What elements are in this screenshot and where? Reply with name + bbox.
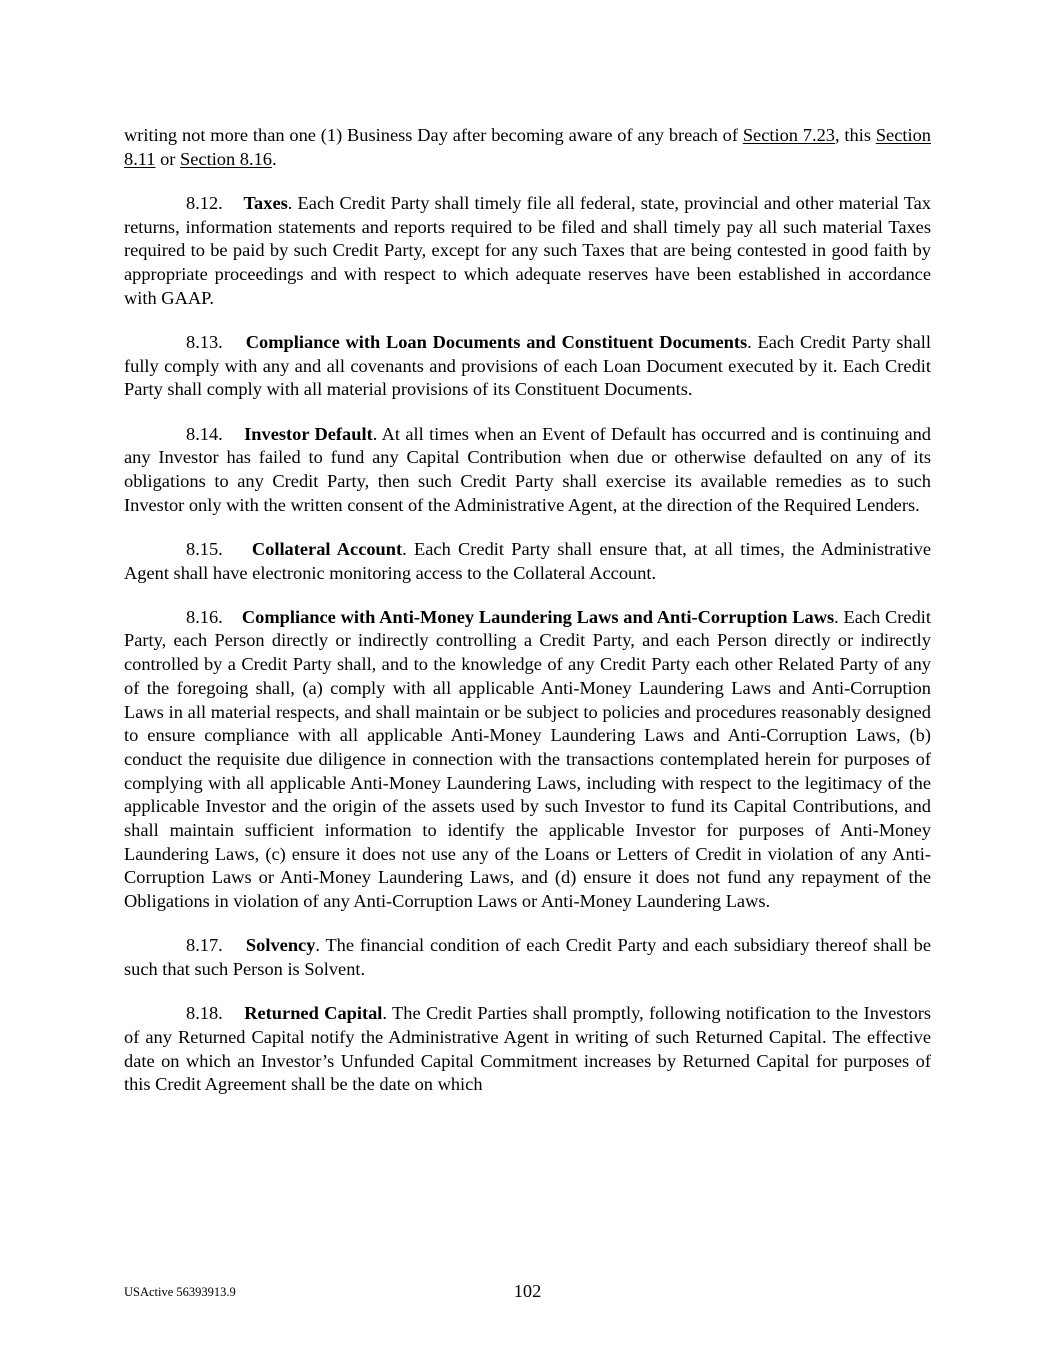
page-number: 102	[513, 1281, 542, 1301]
section-title: Returned Capital	[244, 1003, 383, 1024]
section-body: . Each Credit Party, each Person directly or indirectly controlling a Credit Party, and each Person directly or indirectly controlled by a Credit Party shall, and to the knowledge of any Credit Party each other Related Party of any of the foregoing shall, (a) comply with all applicable Anti-Money Laundering Laws and Anti-Corruption Laws in all material respects, and shall maintain or be subject to policies and procedures reasonably designed to ensure compliance with all applicable Anti-Money Laundering Laws and Anti-Corruption Laws, (b) conduct the requisite due diligence in connection with the transactions contemplated herein for purposes of complying with all applicable Anti-Money Laundering Laws, including with respect to the legitimacy of the applicable Investor and the origin of the assets used by such Investor to fund its Capital Contributions, and shall maintain sufficient information to identify the applicable Investor for purposes of Anti-Money Laundering Laws, (c) ensure it does not use any of the Loans or Letters of Credit in violation of any Anti-Corruption Laws or Anti-Money Laundering Laws, and (d) ensure it does not fund any repayment of the Obligations in violation of any Anti-Corruption Laws or Anti-Money Laundering Laws.	[124, 606, 932, 912]
continuation-text-before: writing not more than one (1) Business Day after becoming aware of any breach of	[124, 125, 743, 145]
document-body	[124, 124, 931, 1118]
section-body: . The financial condition of each Credit Party and each subsidiary thereof shall be such that such Person is Solvent.	[124, 935, 932, 980]
section-number: 8.13.	[186, 331, 223, 352]
section-paragraph	[124, 606, 931, 914]
section-title: Compliance with Loan Documents and Constituent Documents	[245, 331, 748, 352]
section-body: . The Credit Parties shall promptly, following notification to the Investors of any Returned Capital notify the Administrative Agent in writing of such Returned Capital. The effective date on which an Investor’s Unfunded Capital Commitment increases by Returned Capital for purposes of this Credit Agreement shall be the date on which	[124, 1003, 931, 1095]
section-reference-link: Section 8.16	[180, 148, 272, 169]
section-number: 8.15.	[186, 538, 223, 559]
section-paragraph	[124, 538, 931, 585]
continuation-paragraph	[124, 124, 931, 171]
section-title: Taxes	[243, 192, 288, 213]
section-number: 8.18.	[186, 1003, 223, 1024]
section-number: 8.17.	[186, 935, 223, 956]
section-title: Collateral Account	[251, 538, 403, 559]
section-number: 8.14.	[186, 423, 223, 444]
section-body: . Each Credit Party shall ensure that, at all times, the Administrative Agent shall have electronic monitoring access to the Collateral Account.	[124, 538, 931, 583]
section-paragraph	[124, 192, 931, 311]
section-paragraph	[124, 423, 931, 518]
section-reference-link: Section 8.11	[124, 125, 931, 169]
continuation-text-between: or	[155, 148, 181, 169]
section-number: 8.16.	[186, 606, 223, 627]
continuation-text-after: .	[271, 148, 277, 169]
section-body: . At all times when an Event of Default has occurred and is continuing and any Investor has failed to fund any Capital Contribution when due or otherwise defaulted on any of its obligations to any Credit Party, then such Credit Party shall exercise its available remedies as to such Investor only with the written consent of the Administrative Agent, at the direction of the Required Lenders.	[124, 423, 931, 515]
section-paragraph	[124, 1002, 931, 1097]
section-paragraph	[124, 331, 931, 402]
section-paragraph	[124, 934, 931, 981]
section-body: . Each Credit Party shall fully comply with any and all covenants and provisions of each Loan Document executed by it. Each Credit Party shall comply with all material provisions of its Constituent Documents.	[124, 331, 931, 400]
section-title: Compliance with Anti-Money Laundering Laws and Anti-Corruption Laws	[241, 606, 835, 627]
continuation-text-between: , this	[835, 125, 876, 145]
section-title: Investor Default	[244, 423, 373, 444]
section-reference-link: Section 7.23	[742, 125, 835, 145]
section-title: Solvency	[245, 935, 316, 956]
section-body: . Each Credit Party shall timely file all federal, state, provincial and other material Tax returns, information statements and reports required to be filed and shall timely pay all such material Taxes required to be paid by such Credit Party, except for any such Taxes that are being contested in good faith by appropriate proceedings and with respect to which adequate reserves have been established in accordance with GAAP.	[124, 192, 932, 308]
section-number: 8.12.	[186, 192, 223, 213]
document-id-footer: USActive 56393913.9	[124, 1285, 236, 1299]
